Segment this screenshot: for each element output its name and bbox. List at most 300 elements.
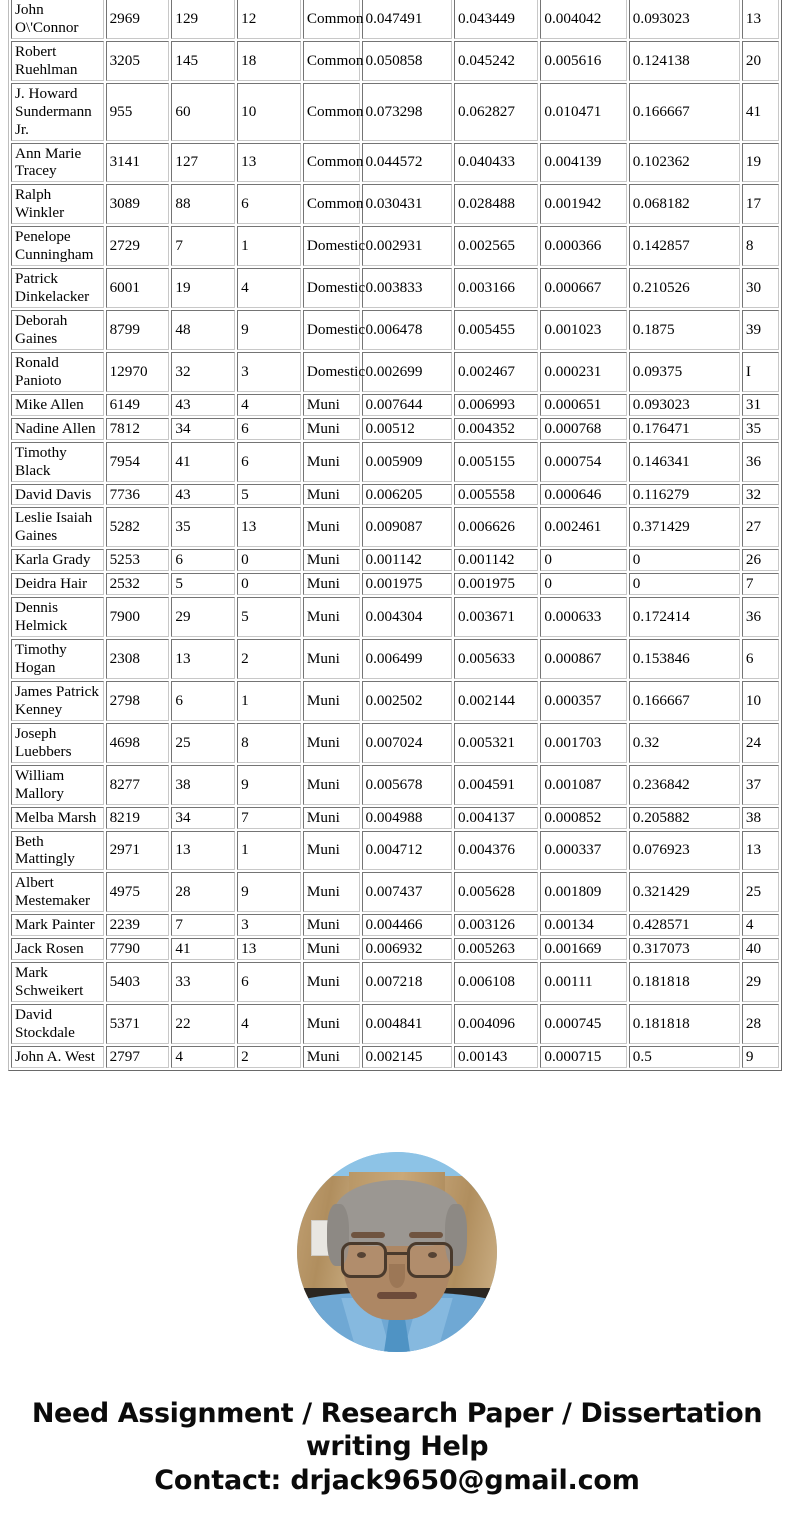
table-row xyxy=(11,442,779,482)
cell-court_type: Muni xyxy=(303,639,360,679)
cell-caseload: 6149 xyxy=(106,394,170,416)
cell-v3: 0.001809 xyxy=(540,872,626,912)
cell-appeals: 145 xyxy=(171,41,235,81)
table-row xyxy=(11,394,779,416)
table-row xyxy=(11,639,779,679)
cell-v1: 0.009087 xyxy=(362,507,453,547)
cell-court_type: Muni xyxy=(303,962,360,1002)
cell-v3: 0 xyxy=(540,549,626,571)
cell-v3: 0 xyxy=(540,573,626,595)
cell-v1: 0.044572 xyxy=(362,143,453,183)
cell-v3: 0.000646 xyxy=(540,484,626,506)
cell-v3: 0.001669 xyxy=(540,938,626,960)
cell-name: Penelope Cunningham xyxy=(11,226,104,266)
cell-name: Mark Painter xyxy=(11,914,104,936)
table-row xyxy=(11,807,779,829)
photo-eyeglass-bridge xyxy=(387,1252,407,1255)
cell-court_type: Muni xyxy=(303,484,360,506)
cell-name: Mike Allen xyxy=(11,394,104,416)
cell-v3: 0.010471 xyxy=(540,83,626,141)
cell-name: Beth Mattingly xyxy=(11,831,104,871)
cell-caseload: 2532 xyxy=(106,573,170,595)
cell-v4: 0.1875 xyxy=(629,310,740,350)
cell-caseload: 5282 xyxy=(106,507,170,547)
cell-v2: 0.002144 xyxy=(454,681,538,721)
cell-name: Dennis Helmick xyxy=(11,597,104,637)
cell-v3: 0.00111 xyxy=(540,962,626,1002)
table-row xyxy=(11,549,779,571)
cell-v2: 0.005263 xyxy=(454,938,538,960)
cell-rank: 7 xyxy=(742,573,779,595)
cell-name: Ronald Panioto xyxy=(11,352,104,392)
promo-block xyxy=(0,1398,794,1498)
table-row xyxy=(11,0,779,39)
cell-appeals: 60 xyxy=(171,83,235,141)
cell-v4: 0 xyxy=(629,549,740,571)
cell-rank: 36 xyxy=(742,442,779,482)
portrait-container xyxy=(0,1152,794,1357)
cell-name: Deborah Gaines xyxy=(11,310,104,350)
cell-appeals: 25 xyxy=(171,723,235,763)
cell-appeals: 28 xyxy=(171,872,235,912)
cell-v2: 0.005321 xyxy=(454,723,538,763)
table-row xyxy=(11,765,779,805)
cell-appeals: 41 xyxy=(171,442,235,482)
cell-v2: 0.004376 xyxy=(454,831,538,871)
cell-caseload: 4698 xyxy=(106,723,170,763)
photo-eyebrow-left xyxy=(351,1232,385,1238)
table-row xyxy=(11,872,779,912)
cell-reversals: 6 xyxy=(237,418,301,440)
cell-reversals: 10 xyxy=(237,83,301,141)
cell-reversals: 4 xyxy=(237,1004,301,1044)
cell-caseload: 2798 xyxy=(106,681,170,721)
cell-v1: 0.002699 xyxy=(362,352,453,392)
judge-statistics-table xyxy=(8,0,782,1071)
cell-reversals: 13 xyxy=(237,507,301,547)
cell-v3: 0.000366 xyxy=(540,226,626,266)
cell-rank: 39 xyxy=(742,310,779,350)
table-row xyxy=(11,352,779,392)
cell-caseload: 2971 xyxy=(106,831,170,871)
cell-name: James Patrick Kenney xyxy=(11,681,104,721)
cell-rank: 29 xyxy=(742,962,779,1002)
cell-name: David Davis xyxy=(11,484,104,506)
cell-reversals: 6 xyxy=(237,962,301,1002)
cell-court_type: Muni xyxy=(303,914,360,936)
cell-v1: 0.006205 xyxy=(362,484,453,506)
cell-rank: 24 xyxy=(742,723,779,763)
cell-v4: 0.181818 xyxy=(629,962,740,1002)
cell-rank: 28 xyxy=(742,1004,779,1044)
cell-v4: 0.146341 xyxy=(629,442,740,482)
cell-appeals: 38 xyxy=(171,765,235,805)
cell-court_type: Common xyxy=(303,0,360,39)
cell-v2: 0.001975 xyxy=(454,573,538,595)
cell-rank: 13 xyxy=(742,831,779,871)
cell-v2: 0.028488 xyxy=(454,184,538,224)
cell-caseload: 3141 xyxy=(106,143,170,183)
cell-appeals: 7 xyxy=(171,226,235,266)
cell-v3: 0.000337 xyxy=(540,831,626,871)
cell-v4: 0.09375 xyxy=(629,352,740,392)
cell-v1: 0.002145 xyxy=(362,1046,453,1068)
cell-v2: 0.006993 xyxy=(454,394,538,416)
cell-v1: 0.005678 xyxy=(362,765,453,805)
cell-name: Jack Rosen xyxy=(11,938,104,960)
cell-v4: 0.093023 xyxy=(629,394,740,416)
cell-v1: 0.004304 xyxy=(362,597,453,637)
cell-name: Timothy Black xyxy=(11,442,104,482)
cell-appeals: 5 xyxy=(171,573,235,595)
cell-v1: 0.047491 xyxy=(362,0,453,39)
cell-v3: 0.000867 xyxy=(540,639,626,679)
cell-v3: 0.000852 xyxy=(540,807,626,829)
cell-reversals: 3 xyxy=(237,914,301,936)
cell-reversals: 1 xyxy=(237,226,301,266)
cell-v2: 0.002467 xyxy=(454,352,538,392)
cell-v2: 0.005455 xyxy=(454,310,538,350)
cell-v1: 0.004988 xyxy=(362,807,453,829)
cell-v1: 0.004712 xyxy=(362,831,453,871)
cell-appeals: 13 xyxy=(171,831,235,871)
cell-caseload: 2308 xyxy=(106,639,170,679)
table-row xyxy=(11,938,779,960)
cell-appeals: 6 xyxy=(171,681,235,721)
cell-name: David Stockdale xyxy=(11,1004,104,1044)
cell-v4: 0.116279 xyxy=(629,484,740,506)
cell-v4: 0.166667 xyxy=(629,681,740,721)
cell-rank: 30 xyxy=(742,268,779,308)
cell-v1: 0.006478 xyxy=(362,310,453,350)
cell-rank: I xyxy=(742,352,779,392)
cell-appeals: 33 xyxy=(171,962,235,1002)
cell-caseload: 4975 xyxy=(106,872,170,912)
cell-v1: 0.030431 xyxy=(362,184,453,224)
cell-v1: 0.007024 xyxy=(362,723,453,763)
cell-v4: 0.172414 xyxy=(629,597,740,637)
table-row xyxy=(11,1004,779,1044)
cell-v2: 0.004352 xyxy=(454,418,538,440)
cell-v4: 0.321429 xyxy=(629,872,740,912)
table-row xyxy=(11,1046,779,1068)
cell-v4: 0.371429 xyxy=(629,507,740,547)
table-row xyxy=(11,484,779,506)
cell-appeals: 22 xyxy=(171,1004,235,1044)
cell-v1: 0.007218 xyxy=(362,962,453,1002)
photo-mouth xyxy=(377,1292,417,1299)
cell-reversals: 9 xyxy=(237,872,301,912)
cell-v3: 0.001023 xyxy=(540,310,626,350)
cell-v2: 0.003671 xyxy=(454,597,538,637)
cell-v3: 0.00134 xyxy=(540,914,626,936)
cell-v2: 0.004137 xyxy=(454,807,538,829)
cell-v4: 0.068182 xyxy=(629,184,740,224)
cell-appeals: 41 xyxy=(171,938,235,960)
cell-v3: 0.001942 xyxy=(540,184,626,224)
cell-appeals: 6 xyxy=(171,549,235,571)
cell-v2: 0.002565 xyxy=(454,226,538,266)
cell-v4: 0.428571 xyxy=(629,914,740,936)
cell-rank: 38 xyxy=(742,807,779,829)
cell-rank: 4 xyxy=(742,914,779,936)
cell-appeals: 29 xyxy=(171,597,235,637)
cell-v2: 0.004096 xyxy=(454,1004,538,1044)
table-row xyxy=(11,310,779,350)
cell-v3: 0.001703 xyxy=(540,723,626,763)
cell-rank: 31 xyxy=(742,394,779,416)
table-row xyxy=(11,962,779,1002)
cell-caseload: 7954 xyxy=(106,442,170,482)
stats-table-container xyxy=(8,0,786,1114)
cell-v4: 0.124138 xyxy=(629,41,740,81)
cell-reversals: 1 xyxy=(237,681,301,721)
cell-v2: 0.003126 xyxy=(454,914,538,936)
cell-v4: 0.32 xyxy=(629,723,740,763)
cell-appeals: 48 xyxy=(171,310,235,350)
cell-appeals: 7 xyxy=(171,914,235,936)
cell-v4: 0.076923 xyxy=(629,831,740,871)
cell-caseload: 5371 xyxy=(106,1004,170,1044)
cell-appeals: 34 xyxy=(171,418,235,440)
cell-name: Joseph Luebbers xyxy=(11,723,104,763)
cell-caseload: 8219 xyxy=(106,807,170,829)
cell-reversals: 5 xyxy=(237,597,301,637)
table-row xyxy=(11,914,779,936)
cell-v3: 0.004139 xyxy=(540,143,626,183)
cell-court_type: Muni xyxy=(303,597,360,637)
cell-caseload: 3089 xyxy=(106,184,170,224)
cell-caseload: 5253 xyxy=(106,549,170,571)
cell-appeals: 43 xyxy=(171,484,235,506)
cell-v2: 0.062827 xyxy=(454,83,538,141)
cell-name: William Mallory xyxy=(11,765,104,805)
cell-court_type: Domestic xyxy=(303,226,360,266)
cell-court_type: Muni xyxy=(303,938,360,960)
table-row xyxy=(11,184,779,224)
table-row xyxy=(11,83,779,141)
cell-caseload: 2969 xyxy=(106,0,170,39)
cell-rank: 10 xyxy=(742,681,779,721)
table-row xyxy=(11,681,779,721)
cell-name: Karla Grady xyxy=(11,549,104,571)
cell-reversals: 7 xyxy=(237,807,301,829)
cell-v2: 0.043449 xyxy=(454,0,538,39)
cell-v2: 0.005628 xyxy=(454,872,538,912)
cell-appeals: 88 xyxy=(171,184,235,224)
cell-rank: 9 xyxy=(742,1046,779,1068)
cell-v4: 0.205882 xyxy=(629,807,740,829)
cell-reversals: 2 xyxy=(237,639,301,679)
cell-v3: 0.000231 xyxy=(540,352,626,392)
cell-v1: 0.007437 xyxy=(362,872,453,912)
cell-v4: 0.210526 xyxy=(629,268,740,308)
cell-v1: 0.073298 xyxy=(362,83,453,141)
cell-v2: 0.005633 xyxy=(454,639,538,679)
cell-rank: 17 xyxy=(742,184,779,224)
cell-court_type: Common xyxy=(303,41,360,81)
cell-v4: 0.5 xyxy=(629,1046,740,1068)
cell-reversals: 3 xyxy=(237,352,301,392)
cell-appeals: 34 xyxy=(171,807,235,829)
cell-caseload: 3205 xyxy=(106,41,170,81)
cell-caseload: 8277 xyxy=(106,765,170,805)
cell-v3: 0.000715 xyxy=(540,1046,626,1068)
cell-court_type: Muni xyxy=(303,442,360,482)
cell-court_type: Muni xyxy=(303,549,360,571)
table-row xyxy=(11,507,779,547)
cell-v3: 0.000754 xyxy=(540,442,626,482)
cell-rank: 27 xyxy=(742,507,779,547)
cell-v2: 0.045242 xyxy=(454,41,538,81)
table-row xyxy=(11,418,779,440)
cell-rank: 40 xyxy=(742,938,779,960)
cell-v3: 0.005616 xyxy=(540,41,626,81)
cell-caseload: 7790 xyxy=(106,938,170,960)
cell-v1: 0.001142 xyxy=(362,549,453,571)
cell-v3: 0.000667 xyxy=(540,268,626,308)
cell-rank: 8 xyxy=(742,226,779,266)
cell-v4: 0.176471 xyxy=(629,418,740,440)
cell-court_type: Muni xyxy=(303,807,360,829)
cell-court_type: Muni xyxy=(303,765,360,805)
cell-rank: 20 xyxy=(742,41,779,81)
cell-name: Deidra Hair xyxy=(11,573,104,595)
cell-v4: 0.317073 xyxy=(629,938,740,960)
cell-reversals: 4 xyxy=(237,268,301,308)
cell-appeals: 13 xyxy=(171,639,235,679)
promo-contact: Contact: drjack9650@gmail.com xyxy=(154,1464,640,1496)
cell-reversals: 6 xyxy=(237,184,301,224)
cell-name: John O\'Connor xyxy=(11,0,104,39)
cell-reversals: 13 xyxy=(237,938,301,960)
cell-v1: 0.00512 xyxy=(362,418,453,440)
cell-rank: 35 xyxy=(742,418,779,440)
photo-eyeglass-lens-right xyxy=(407,1242,453,1278)
cell-appeals: 43 xyxy=(171,394,235,416)
cell-appeals: 32 xyxy=(171,352,235,392)
cell-v2: 0.00143 xyxy=(454,1046,538,1068)
cell-reversals: 4 xyxy=(237,394,301,416)
cell-v4: 0.181818 xyxy=(629,1004,740,1044)
cell-court_type: Muni xyxy=(303,418,360,440)
cell-v1: 0.002931 xyxy=(362,226,453,266)
cell-reversals: 12 xyxy=(237,0,301,39)
cell-v4: 0.102362 xyxy=(629,143,740,183)
cell-rank: 26 xyxy=(742,549,779,571)
cell-appeals: 127 xyxy=(171,143,235,183)
cell-caseload: 5403 xyxy=(106,962,170,1002)
cell-rank: 36 xyxy=(742,597,779,637)
cell-name: Melba Marsh xyxy=(11,807,104,829)
cell-v3: 0.000651 xyxy=(540,394,626,416)
cell-rank: 13 xyxy=(742,0,779,39)
cell-v1: 0.006499 xyxy=(362,639,453,679)
cell-name: Timothy Hogan xyxy=(11,639,104,679)
promo-headline: Need Assignment / Research Paper / Dissertation writing Help xyxy=(31,1398,763,1462)
table-row xyxy=(11,268,779,308)
cell-reversals: 0 xyxy=(237,549,301,571)
cell-v1: 0.001975 xyxy=(362,573,453,595)
cell-court_type: Muni xyxy=(303,723,360,763)
cell-v3: 0.000745 xyxy=(540,1004,626,1044)
cell-caseload: 2729 xyxy=(106,226,170,266)
cell-rank: 37 xyxy=(742,765,779,805)
cell-name: Patrick Dinkelacker xyxy=(11,268,104,308)
table-row xyxy=(11,573,779,595)
cell-rank: 6 xyxy=(742,639,779,679)
cell-v1: 0.003833 xyxy=(362,268,453,308)
table-body xyxy=(11,0,779,1068)
cell-v2: 0.001142 xyxy=(454,549,538,571)
cell-caseload: 955 xyxy=(106,83,170,141)
cell-reversals: 5 xyxy=(237,484,301,506)
cell-court_type: Muni xyxy=(303,872,360,912)
cell-court_type: Domestic xyxy=(303,352,360,392)
cell-v3: 0.001087 xyxy=(540,765,626,805)
table-row xyxy=(11,723,779,763)
cell-appeals: 35 xyxy=(171,507,235,547)
table-row xyxy=(11,226,779,266)
cell-caseload: 2239 xyxy=(106,914,170,936)
cell-caseload: 7900 xyxy=(106,597,170,637)
cell-v2: 0.005155 xyxy=(454,442,538,482)
cell-v3: 0.000357 xyxy=(540,681,626,721)
cell-reversals: 9 xyxy=(237,765,301,805)
cell-v2: 0.004591 xyxy=(454,765,538,805)
cell-appeals: 4 xyxy=(171,1046,235,1068)
cell-reversals: 9 xyxy=(237,310,301,350)
cell-court_type: Common xyxy=(303,184,360,224)
cell-caseload: 2797 xyxy=(106,1046,170,1068)
cell-name: Albert Mestemaker xyxy=(11,872,104,912)
cell-v2: 0.003166 xyxy=(454,268,538,308)
cell-caseload: 6001 xyxy=(106,268,170,308)
cell-name: Robert Ruehlman xyxy=(11,41,104,81)
cell-v1: 0.002502 xyxy=(362,681,453,721)
cell-v4: 0.142857 xyxy=(629,226,740,266)
cell-court_type: Domestic xyxy=(303,310,360,350)
cell-v1: 0.004466 xyxy=(362,914,453,936)
cell-v4: 0 xyxy=(629,573,740,595)
cell-court_type: Muni xyxy=(303,681,360,721)
cell-name: Ralph Winkler xyxy=(11,184,104,224)
cell-reversals: 1 xyxy=(237,831,301,871)
cell-court_type: Domestic xyxy=(303,268,360,308)
cell-appeals: 129 xyxy=(171,0,235,39)
cell-court_type: Muni xyxy=(303,1004,360,1044)
cell-reversals: 18 xyxy=(237,41,301,81)
cell-appeals: 19 xyxy=(171,268,235,308)
cell-v2: 0.006108 xyxy=(454,962,538,1002)
cell-court_type: Muni xyxy=(303,394,360,416)
table-row xyxy=(11,41,779,81)
cell-caseload: 12970 xyxy=(106,352,170,392)
cell-v4: 0.236842 xyxy=(629,765,740,805)
cell-name: Mark Schweikert xyxy=(11,962,104,1002)
cell-reversals: 0 xyxy=(237,573,301,595)
cell-caseload: 8799 xyxy=(106,310,170,350)
cell-rank: 25 xyxy=(742,872,779,912)
cell-rank: 19 xyxy=(742,143,779,183)
cell-v1: 0.004841 xyxy=(362,1004,453,1044)
table-row xyxy=(11,831,779,871)
photo-nose xyxy=(389,1264,405,1288)
cell-caseload: 7812 xyxy=(106,418,170,440)
cell-rank: 41 xyxy=(742,83,779,141)
cell-court_type: Common xyxy=(303,143,360,183)
cell-v1: 0.005909 xyxy=(362,442,453,482)
